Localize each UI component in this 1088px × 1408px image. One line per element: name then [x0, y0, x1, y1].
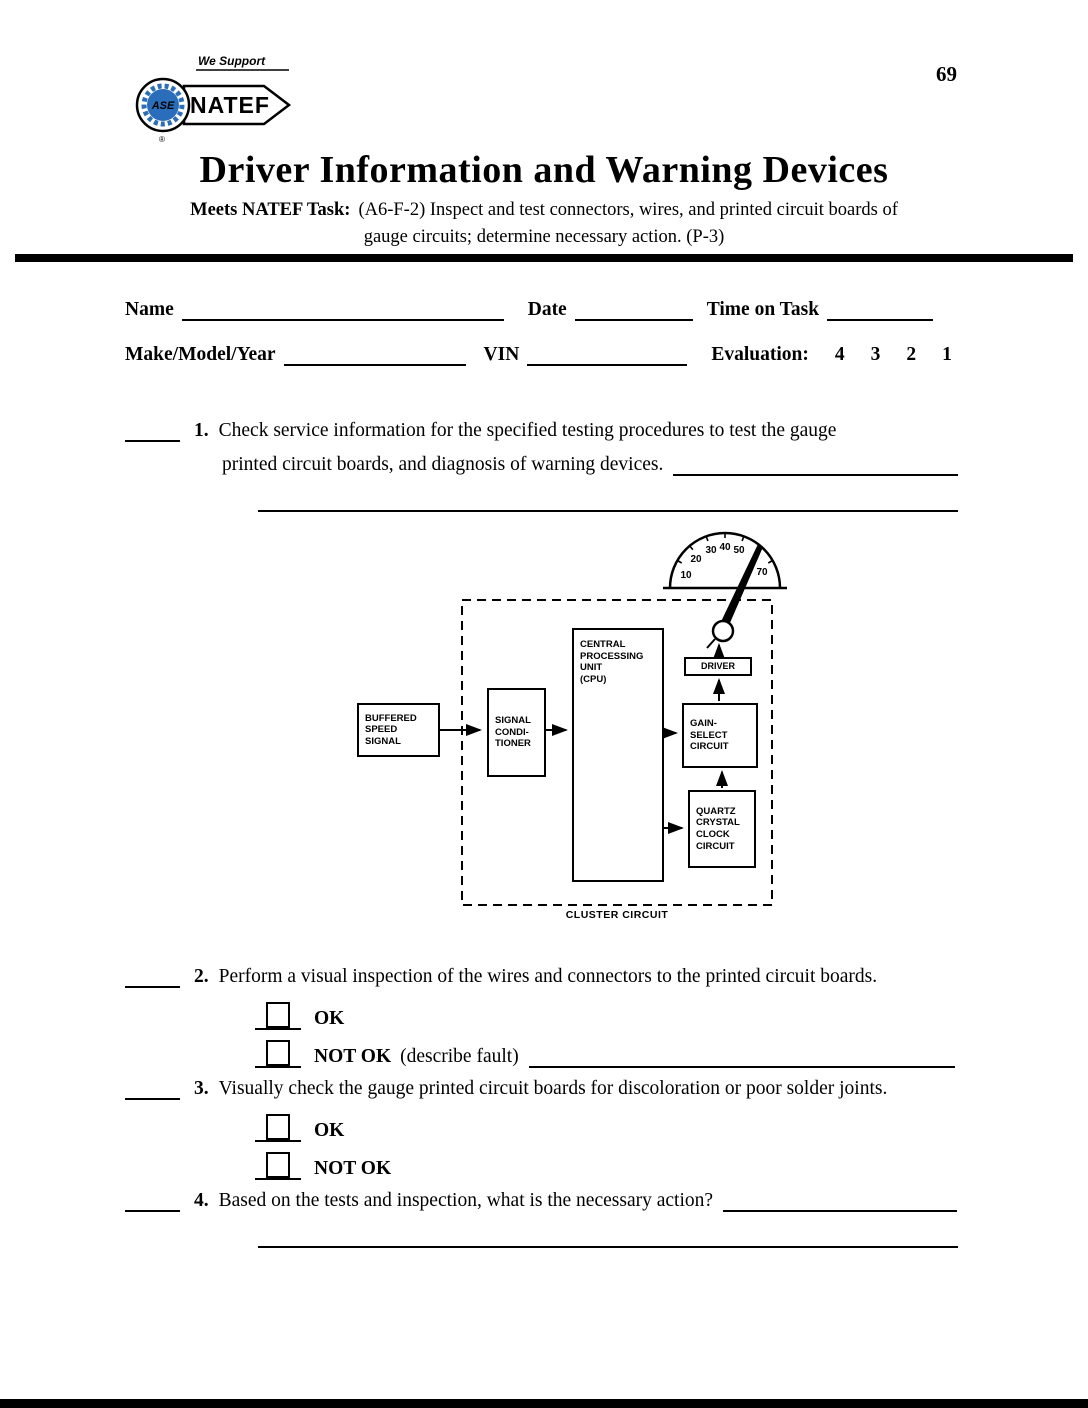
gauge-tick-40: 40 — [719, 542, 731, 553]
we-support-label: We Support — [198, 54, 266, 68]
task-2-describe-fault-label: (describe fault) — [400, 1046, 519, 1067]
evaluation-label: Evaluation: — [711, 344, 809, 365]
evaluation-value-4: 4 — [834, 344, 845, 365]
driver-label: DRIVER — [700, 661, 735, 672]
cpu-label: CENTRAL PROCESSING UNIT (CPU) — [580, 639, 644, 685]
task-1-number: 1. — [194, 420, 209, 441]
signal-conditioner-label: SIGNAL CONDI- TIONER — [495, 715, 531, 750]
meets-natef-task-label: Meets NATEF Task: — [190, 200, 351, 220]
task-2-not-ok-checkbox[interactable] — [255, 1038, 301, 1068]
task-3-ok-row — [255, 1112, 344, 1142]
form-row-identity — [125, 297, 933, 321]
task-item-1 — [125, 418, 836, 442]
task-3-text: Visually check the gauge printed circuit boards for discoloration or poor solder joints. — [218, 1078, 888, 1099]
task-code-text: (A6-F-2) Inspect and test connectors, wires, and printed circuit boards of — [358, 200, 898, 220]
buffered-speed-signal-box — [357, 703, 440, 757]
speedometer-gauge — [663, 533, 787, 648]
natef-label: NATEF — [190, 92, 270, 118]
gauge-tick-10: 10 — [680, 570, 692, 581]
driver-box — [684, 657, 752, 676]
task-1-text-line1: Check service information for the specified testing procedures to test the gauge — [218, 420, 837, 441]
task-4-answer-line-2[interactable] — [258, 1224, 958, 1248]
date-field[interactable] — [575, 297, 693, 321]
task-4-grade-blank[interactable] — [125, 1188, 180, 1212]
make-model-year-label: Make/Model/Year — [125, 344, 276, 365]
task-1-answer-line-1[interactable] — [673, 452, 958, 476]
task-4-text: Based on the tests and inspection, what is the necessary action? — [218, 1190, 714, 1211]
task-description — [0, 197, 1088, 251]
cpu-box — [572, 628, 664, 882]
task-item-4 — [125, 1188, 957, 1212]
task-3-not-ok-label: NOT OK — [314, 1158, 392, 1179]
task-3-ok-checkbox[interactable] — [255, 1112, 301, 1142]
quartz-clock-circuit-label: QUARTZ CRYSTAL CLOCK CIRCUIT — [696, 805, 740, 852]
name-label: Name — [125, 299, 174, 320]
gauge-tick-70: 70 — [756, 567, 768, 578]
name-field[interactable] — [182, 297, 504, 321]
task-3-not-ok-checkbox[interactable] — [255, 1150, 301, 1180]
page-number: 69 — [936, 62, 957, 86]
task-line-2: gauge circuits; determine necessary action. (P-3) — [363, 227, 725, 247]
form-row-vehicle — [125, 342, 952, 366]
gauge-tick-30: 30 — [705, 545, 717, 556]
task-3-grade-blank[interactable] — [125, 1076, 180, 1100]
natef-logo — [126, 50, 302, 146]
quartz-clock-circuit-box — [688, 790, 756, 868]
task-2-number: 2. — [194, 966, 209, 987]
task-1-line2 — [222, 452, 958, 476]
task-2-fault-field[interactable] — [529, 1044, 955, 1068]
task-1-answer-line-2[interactable] — [258, 488, 958, 512]
task-2-ok-label: OK — [314, 1008, 345, 1029]
header-divider-rule — [15, 254, 1073, 262]
natef-logo-graphic — [126, 50, 302, 146]
buffered-speed-signal-label: BUFFERED SPEED SIGNAL — [365, 712, 417, 747]
task-2-text: Perform a visual inspection of the wires and connectors to the printed circuit boards. — [218, 966, 878, 987]
signal-conditioner-box — [487, 688, 546, 777]
task-3-not-ok-row — [255, 1150, 391, 1180]
gauge-tick-20: 20 — [690, 554, 702, 565]
date-label: Date — [527, 299, 567, 320]
evaluation-value-2: 2 — [906, 344, 917, 365]
task-2-not-ok-label: NOT OK — [314, 1046, 392, 1067]
task-2-ok-checkbox[interactable] — [255, 1000, 301, 1030]
page-title: Driver Information and Warning Devices — [199, 149, 889, 191]
vin-field[interactable] — [527, 342, 687, 366]
ase-label: ASE — [151, 100, 175, 112]
task-line-1 — [0, 197, 1088, 224]
page-bottom-rule — [0, 1399, 1088, 1408]
evaluation-value-3: 3 — [870, 344, 881, 365]
registered-mark: ® — [159, 135, 165, 144]
task-2-not-ok-row — [255, 1038, 955, 1068]
task-4-number: 4. — [194, 1190, 209, 1211]
task-3-number: 3. — [194, 1078, 209, 1099]
gauge-tick-50: 50 — [733, 545, 745, 556]
evaluation-value-1: 1 — [942, 344, 952, 365]
task-1-text-line2: printed circuit boards, and diagnosis of warning devices. — [222, 454, 664, 475]
task-item-2 — [125, 964, 877, 988]
gain-select-circuit-box — [682, 703, 758, 768]
task-3-ok-label: OK — [314, 1120, 345, 1141]
time-on-task-field[interactable] — [827, 297, 933, 321]
task-4-answer-line-1[interactable] — [723, 1188, 957, 1212]
gauge-needle-hub — [713, 621, 733, 641]
vin-label: VIN — [483, 344, 520, 365]
gain-select-circuit-label: GAIN- SELECT CIRCUIT — [690, 718, 729, 753]
time-on-task-label: Time on Task — [706, 299, 820, 320]
task-1-grade-blank[interactable] — [125, 418, 180, 442]
task-2-grade-blank[interactable] — [125, 964, 180, 988]
make-model-year-field[interactable] — [284, 342, 466, 366]
task-item-3 — [125, 1076, 887, 1100]
cluster-circuit-diagram — [330, 528, 810, 940]
task-2-ok-row — [255, 1000, 344, 1030]
cluster-circuit-label: CLUSTER CIRCUIT — [565, 909, 669, 921]
